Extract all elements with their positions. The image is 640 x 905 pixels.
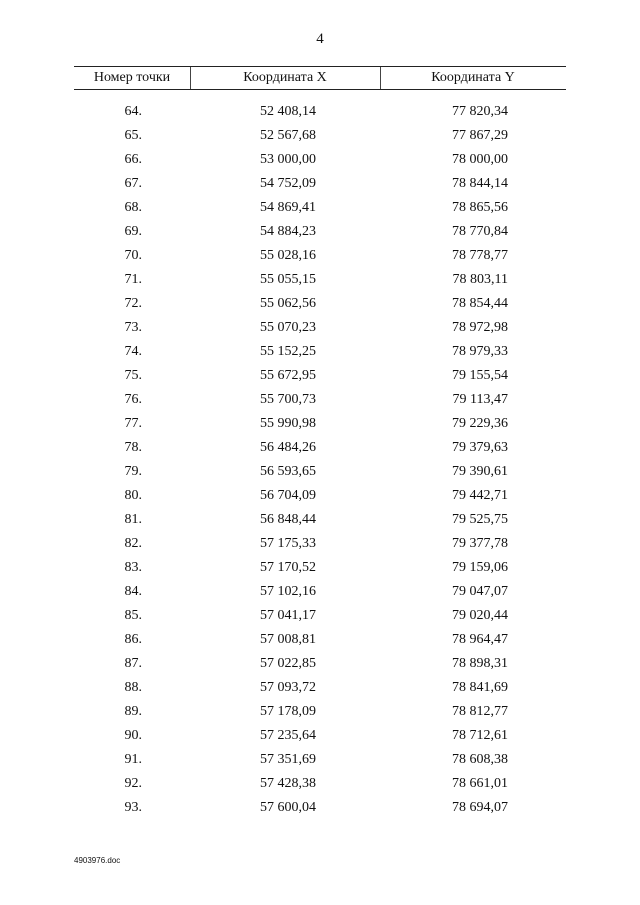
coordinate-y-cell: 79 442,71 [452,488,508,503]
coordinate-y-cell: 78 608,38 [452,752,508,767]
point-number-cell: 69. [124,224,142,239]
coordinate-y-cell: 79 155,54 [452,368,508,383]
table-row [74,797,566,821]
coordinate-x-cell: 55 070,23 [260,320,316,335]
coordinate-x-cell: 56 484,26 [260,440,316,455]
point-number-cell: 77. [124,416,142,431]
point-number-cell: 75. [124,368,142,383]
coordinate-x-cell: 56 848,44 [260,512,316,527]
coordinate-x-cell: 54 884,23 [260,224,316,239]
table-row [74,605,566,629]
coordinate-x-cell: 57 022,85 [260,656,316,671]
document-filename: 4903976.doc [74,856,121,865]
coordinate-y-cell: 78 694,07 [452,800,508,815]
table-header [74,66,566,90]
coordinate-y-cell: 79 229,36 [452,416,508,431]
point-number-cell: 70. [124,248,142,263]
point-number-cell: 71. [124,272,142,287]
point-number-cell: 87. [124,656,142,671]
table-row [74,701,566,725]
coordinate-y-cell: 79 390,61 [452,464,508,479]
table-row [74,149,566,173]
coordinate-y-cell: 78 854,44 [452,296,508,311]
table-row [74,125,566,149]
point-number-cell: 80. [124,488,142,503]
point-number-cell: 76. [124,392,142,407]
coordinate-y-cell: 79 525,75 [452,512,508,527]
coordinate-x-cell: 57 178,09 [260,704,316,719]
table-row [74,173,566,197]
point-number-cell: 72. [124,296,142,311]
point-number-cell: 66. [124,152,142,167]
coordinate-x-cell: 55 700,73 [260,392,316,407]
coordinate-y-cell: 79 159,06 [452,560,508,575]
point-number-cell: 88. [124,680,142,695]
coordinate-x-cell: 53 000,00 [260,152,316,167]
coordinate-x-cell: 55 028,16 [260,248,316,263]
point-number-cell: 65. [124,128,142,143]
table-row [74,653,566,677]
header-coordinate-y: Координата Y [431,70,515,85]
point-number-cell: 86. [124,632,142,647]
coordinate-y-cell: 78 661,01 [452,776,508,791]
table-row [74,101,566,125]
table-body [74,101,566,821]
coordinate-x-cell: 54 869,41 [260,200,316,215]
table-row [74,197,566,221]
point-number-cell: 73. [124,320,142,335]
point-number-cell: 78. [124,440,142,455]
table-row [74,629,566,653]
table-row [74,485,566,509]
coordinate-y-cell: 78 865,56 [452,200,508,215]
point-number-cell: 79. [124,464,142,479]
table-row [74,557,566,581]
coordinate-y-cell: 79 047,07 [452,584,508,599]
table-row [74,677,566,701]
table-row [74,389,566,413]
point-number-cell: 81. [124,512,142,527]
table-row [74,581,566,605]
coordinate-x-cell: 56 593,65 [260,464,316,479]
coordinate-y-cell: 79 113,47 [452,392,508,407]
coordinate-x-cell: 57 170,52 [260,560,316,575]
table-row [74,293,566,317]
point-number-cell: 64. [124,104,142,119]
table-row [74,269,566,293]
point-number-cell: 89. [124,704,142,719]
coordinate-x-cell: 57 600,04 [260,800,316,815]
table-row [74,533,566,557]
coordinate-y-cell: 78 898,31 [452,656,508,671]
coordinate-y-cell: 79 377,78 [452,536,508,551]
table-row [74,221,566,245]
coordinate-y-cell: 78 770,84 [452,224,508,239]
table-row [74,749,566,773]
point-number-cell: 91. [124,752,142,767]
coordinate-x-cell: 55 062,56 [260,296,316,311]
point-number-cell: 82. [124,536,142,551]
coordinates-table [74,66,566,815]
coordinate-x-cell: 57 008,81 [260,632,316,647]
coordinate-x-cell: 57 102,16 [260,584,316,599]
table-row [74,509,566,533]
coordinate-y-cell: 78 964,47 [452,632,508,647]
coordinate-y-cell: 78 979,33 [452,344,508,359]
coordinate-x-cell: 57 093,72 [260,680,316,695]
table-row [74,413,566,437]
coordinate-x-cell: 57 175,33 [260,536,316,551]
coordinate-y-cell: 78 803,11 [452,272,508,287]
table-row [74,725,566,749]
coordinate-y-cell: 78 841,69 [452,680,508,695]
table-row [74,365,566,389]
coordinate-y-cell: 78 812,77 [452,704,508,719]
page-number: 4 [316,31,324,47]
point-number-cell: 83. [124,560,142,575]
table-row [74,245,566,269]
coordinate-x-cell: 52 567,68 [260,128,316,143]
point-number-cell: 67. [124,176,142,191]
header-coordinate-x: Координата X [243,70,327,85]
table-row [74,341,566,365]
point-number-cell: 93. [124,800,142,815]
coordinate-x-cell: 56 704,09 [260,488,316,503]
coordinate-x-cell: 55 672,95 [260,368,316,383]
coordinate-x-cell: 52 408,14 [260,104,316,119]
point-number-cell: 68. [124,200,142,215]
coordinate-x-cell: 54 752,09 [260,176,316,191]
coordinate-y-cell: 78 778,77 [452,248,508,263]
coordinate-x-cell: 55 055,15 [260,272,316,287]
point-number-cell: 90. [124,728,142,743]
coordinate-y-cell: 79 379,63 [452,440,508,455]
coordinate-x-cell: 57 428,38 [260,776,316,791]
coordinate-x-cell: 57 041,17 [260,608,316,623]
coordinate-x-cell: 57 235,64 [260,728,316,743]
coordinate-y-cell: 77 867,29 [452,128,508,143]
point-number-cell: 74. [124,344,142,359]
coordinate-y-cell: 77 820,34 [452,104,508,119]
table-row [74,437,566,461]
table-row [74,773,566,797]
coordinate-x-cell: 55 990,98 [260,416,316,431]
coordinate-x-cell: 55 152,25 [260,344,316,359]
header-point-number: Номер точки [93,70,171,85]
coordinate-x-cell: 57 351,69 [260,752,316,767]
coordinate-y-cell: 78 972,98 [452,320,508,335]
table-row [74,317,566,341]
coordinate-y-cell: 79 020,44 [452,608,508,623]
point-number-cell: 85. [124,608,142,623]
coordinate-y-cell: 78 844,14 [452,176,508,191]
coordinate-y-cell: 78 000,00 [452,152,508,167]
point-number-cell: 84. [124,584,142,599]
table-row [74,461,566,485]
coordinate-y-cell: 78 712,61 [452,728,508,743]
point-number-cell: 92. [124,776,142,791]
